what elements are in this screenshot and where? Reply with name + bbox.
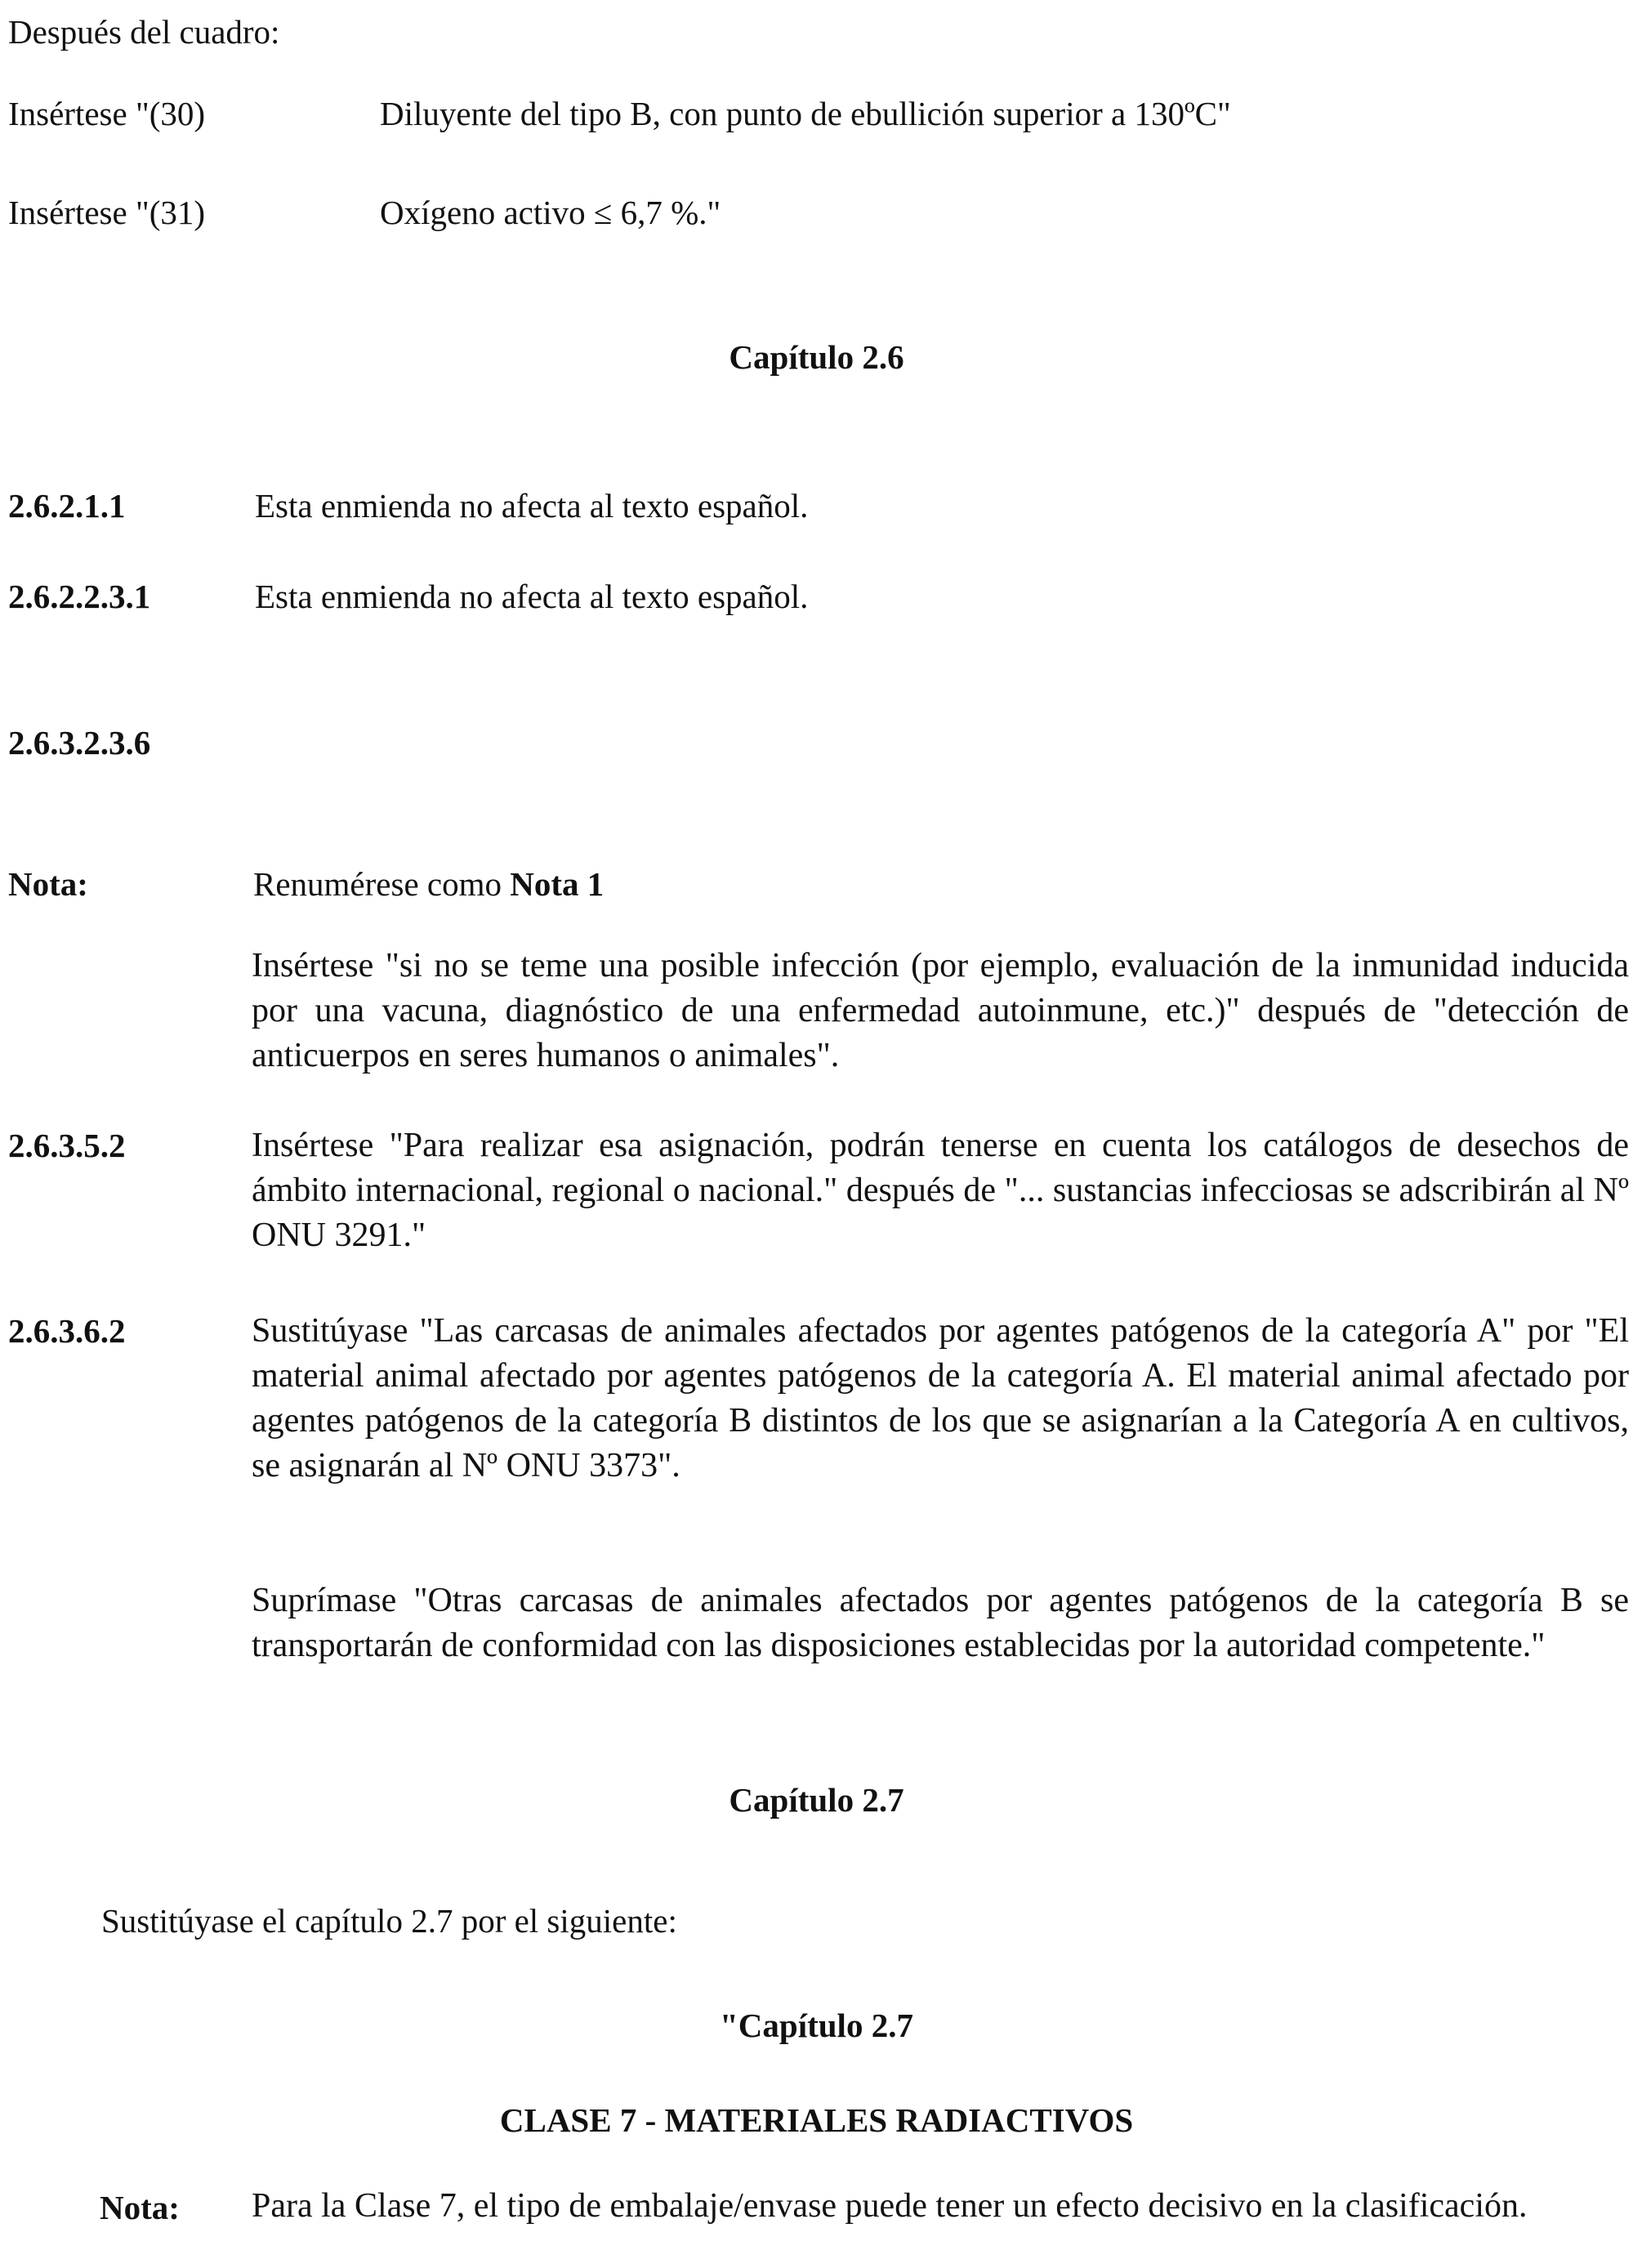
item-2621-text: Esta enmienda no afecta al texto español.	[255, 487, 809, 525]
item-2621-number: 2.6.2.1.1	[8, 487, 126, 525]
chapter-27-heading: Capítulo 2.7	[729, 1781, 904, 1819]
chapter-27-new-heading: "Capítulo 2.7	[720, 2007, 913, 2044]
nota-renumber	[253, 862, 604, 906]
item-26362-number: 2.6.3.6.2	[8, 1312, 126, 1350]
class-7-title: CLASE 7 - MATERIALES RADIACTIVOS	[499, 2101, 1134, 2139]
insert-30-prefix: Insértese "(30)	[8, 95, 205, 132]
chapter-27-nota-label: Nota:	[100, 2189, 180, 2226]
item-26362-text: Sustitúyase "Las carcasas de animales afectados por agentes patógenos de la categoría A" por "El material animal afectado por agentes patógenos de la categoría A. El material animal afectado por agentes patógenos de la categoría B distintos de los que se asignarían a la Categoría A en cultivos, se asignarán al Nº ONU 3373".	[252, 1312, 1629, 1484]
insert-31-text: Oxígeno activo ≤ 6,7 %."	[380, 194, 721, 231]
item-26323-number: 2.6.3.2.3.6	[8, 724, 151, 761]
item-26362-delete-text: Suprímase "Otras carcasas de animales afectados por agentes patógenos de la categoría B se transportarán de conformidad con las disposiciones establecidas por la autoridad competente."	[252, 1582, 1629, 1664]
nota-renumber-text: Renumérese como	[253, 865, 511, 903]
chapter-26-heading: Capítulo 2.6	[729, 338, 904, 376]
chapter-27-replace-instruction: Sustitúyase el capítulo 2.7 por el siguiente:	[101, 1902, 677, 1940]
item-26352-number: 2.6.3.5.2	[8, 1127, 126, 1164]
item-26223-text: Esta enmienda no afecta al texto español.	[255, 578, 809, 615]
insert-30-text: Diluyente del tipo B, con punto de ebullición superior a 130ºC"	[380, 95, 1231, 132]
after-table-text: Después del cuadro:	[8, 13, 280, 51]
chapter-27-nota-text: Para la Clase 7, el tipo de embalaje/envase puede tener un efecto decisivo en la clasificación.	[252, 2187, 1528, 2225]
item-26223-number: 2.6.2.2.3.1	[8, 578, 151, 615]
insert-31-prefix: Insértese "(31)	[8, 194, 205, 231]
item-26352-text: Insértese "Para realizar esa asignación, podrán tenerse en cuenta los catálogos de desechos de ámbito internacional, regional o nacional." después de "... sustancias infecciosas se adscribirán al Nº ONU 3291."	[252, 1127, 1629, 1254]
nota-label: Nota:	[8, 865, 88, 903]
nota-insert-paragraph: Insértese "si no se teme una posible infección (por ejemplo, evaluación de la inmunidad inducida por una vacuna, diagnóstico de una enfermedad autoinmune, etc.)" después de "detección de anticuerpos en seres humanos o animales".	[252, 947, 1629, 1074]
nota-renumber-bold: Nota 1	[510, 865, 605, 903]
